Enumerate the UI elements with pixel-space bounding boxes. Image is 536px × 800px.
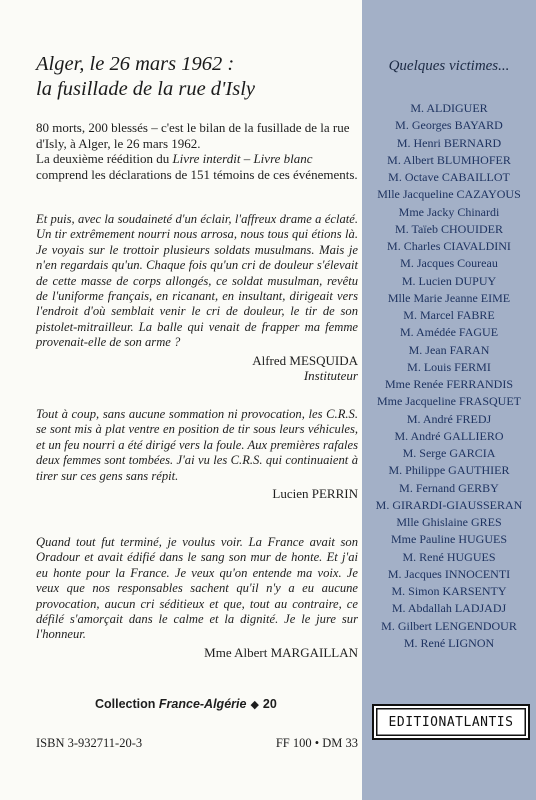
testimony-quote: Et puis, avec la soudaineté d'un éclair, l'affreux drame a éclaté. Un tir extrêmement nourri nous arrosa, nous tous qui étions là. Je voyais sur le trottoir plusieurs soldats musulmans. Mais je n'en regardais qu'un. Chaque fois qu'un cri de douleur s'élevait de cette masse de corps allongés, ce soldat musulman, revêtu de l'uniforme français, en ricanant, en insultant, dirigeait vers l'endroit d'où semblait venir le cri de douleur, le tir de son pistolet-mitrailleur. La balle qui venait de frapper ma femme provenait-elle de son arme ? xyxy=(36,212,358,350)
victim-item: M. Fernand GERBY xyxy=(399,480,499,495)
victim-item: M. Abdallah LADJADJ xyxy=(391,601,507,616)
victim-item: Mme Pauline HUGUES xyxy=(391,532,507,547)
testimony-author: Alfred MESQUIDA xyxy=(252,352,358,368)
intro-p2-post: comprend les déclarations de 151 témoins de ces événements. xyxy=(36,166,358,182)
victim-item: M. Amédée FAGUE xyxy=(399,325,499,340)
victim-item: Mme Jacky Chinardi xyxy=(398,204,500,219)
victim-item: M. Marcel FABRE xyxy=(403,308,495,322)
victim-item: Mlle Jacqueline CAZAYOUS xyxy=(377,187,521,202)
victim-item: Mlle Marie Jeanne EIME xyxy=(387,290,511,305)
testimony-3 xyxy=(36,535,358,660)
victim-item: M. Serge GARCIA xyxy=(402,446,496,460)
title-line-2: la fusillade de la rue d'Isly xyxy=(36,78,256,100)
victim-item: M. Simon KARSENTY xyxy=(391,584,507,598)
book-title: Livre interdit – Livre blanc xyxy=(172,151,313,167)
victim-item: Mlle Ghislaine GRES xyxy=(396,515,502,529)
testimony-2 xyxy=(36,407,358,501)
victim-item: M. Henri BERNARD xyxy=(396,135,502,150)
title-line-1: Alger, le 26 mars 1962 : xyxy=(36,53,235,75)
victim-item: M. ALDIGUER xyxy=(410,101,488,115)
footer-line xyxy=(36,736,358,751)
victim-item: M. Taïeb CHOUIDER xyxy=(395,221,503,236)
victim-item: Mme Renée FERRANDIS xyxy=(385,377,513,391)
intro-text xyxy=(36,120,358,182)
testimony-quote: Tout à coup, sans aucune sommation ni provocation, les C.R.S. se sont mis à plat ventre en position de tir sous leurs véhicules, et un feu nourri a été dirigé vers la foule. Aux premières rafales deux femmes sont tombées. J'ai vu les C.R.S. qui continuaient à tirer sur ces gens sans répit. xyxy=(36,407,358,483)
victims-title: Quelques victimes... xyxy=(388,58,510,74)
testimony-author: Lucien PERRIN xyxy=(272,486,358,502)
testimony-1 xyxy=(36,212,358,383)
intro-paragraph-1: 80 morts, 200 blessés – c'est le bilan de la fusillade de la rue d'Isly, à Alger, le 26 mars 1962. xyxy=(36,120,350,151)
collection-name: France-Algérie xyxy=(158,697,247,711)
victim-item: M. Albert BLUMHOFER xyxy=(387,152,511,167)
victim-item: M. Gilbert LENGENDOUR xyxy=(381,618,517,633)
victim-item: M. René LIGNON xyxy=(403,635,495,650)
victim-item: Mme Jacqueline FRASQUET xyxy=(377,394,521,409)
intro-p2-pre: La deuxième réédition du xyxy=(36,151,173,167)
victim-item: M. Lucien DUPUY xyxy=(401,273,497,288)
victim-item: M. René HUGUES xyxy=(402,549,496,564)
testimony-quote: Quand tout fut terminé, je voulus voir. La France avait son Oradour et avait édifié dans le sang son mur de honte. Et j'ai eu honte pour la France. Je veux qu'on entende ma voix. Je veux que nos responsables sachent qu'il n'y a eu aucune provocation, aucun cri séditieux et que, tout au contraire, ce défilé s'amorçait dans le calme et la dignité. Je le jure sur l'honneur. xyxy=(36,535,358,642)
victims-sidebar xyxy=(362,0,536,800)
victim-item: M. Louis FERMI xyxy=(407,359,491,374)
victim-item: M. Octave CABAILLOT xyxy=(388,170,510,184)
victim-item: M. Charles CIAVALDINI xyxy=(387,239,511,253)
intro-paragraph-2 xyxy=(36,151,358,182)
isbn: ISBN 3-932711-20-3 xyxy=(36,736,143,750)
victims-list xyxy=(362,100,536,652)
victim-item: M. Georges BAYARD xyxy=(395,118,503,133)
victim-item: M. Jacques Coureau xyxy=(400,256,498,271)
collection-number: 20 xyxy=(262,697,277,711)
publisher-logo: EDITIONATLANTIS xyxy=(372,704,530,740)
diamond-icon: ◆ xyxy=(250,699,259,711)
victim-item: M. Jean FARAN xyxy=(408,342,490,357)
testimony-author: Mme Albert MARGAILLAN xyxy=(204,644,358,660)
collection-line xyxy=(95,697,335,711)
victim-item: M. GIRARDI-GIAUSSERAN xyxy=(375,497,523,512)
victim-item: M. André FREDJ xyxy=(406,411,492,426)
collection-prefix: Collection xyxy=(95,697,159,711)
victim-item: M. Jacques INNOCENTI xyxy=(387,566,511,581)
victim-item: M. Philippe GAUTHIER xyxy=(388,463,510,478)
price: FF 100 • DM 33 xyxy=(275,736,358,750)
victim-item: M. André GALLIERO xyxy=(394,428,504,443)
testimony-role: Instituteur xyxy=(303,367,358,383)
page-title xyxy=(36,52,356,102)
